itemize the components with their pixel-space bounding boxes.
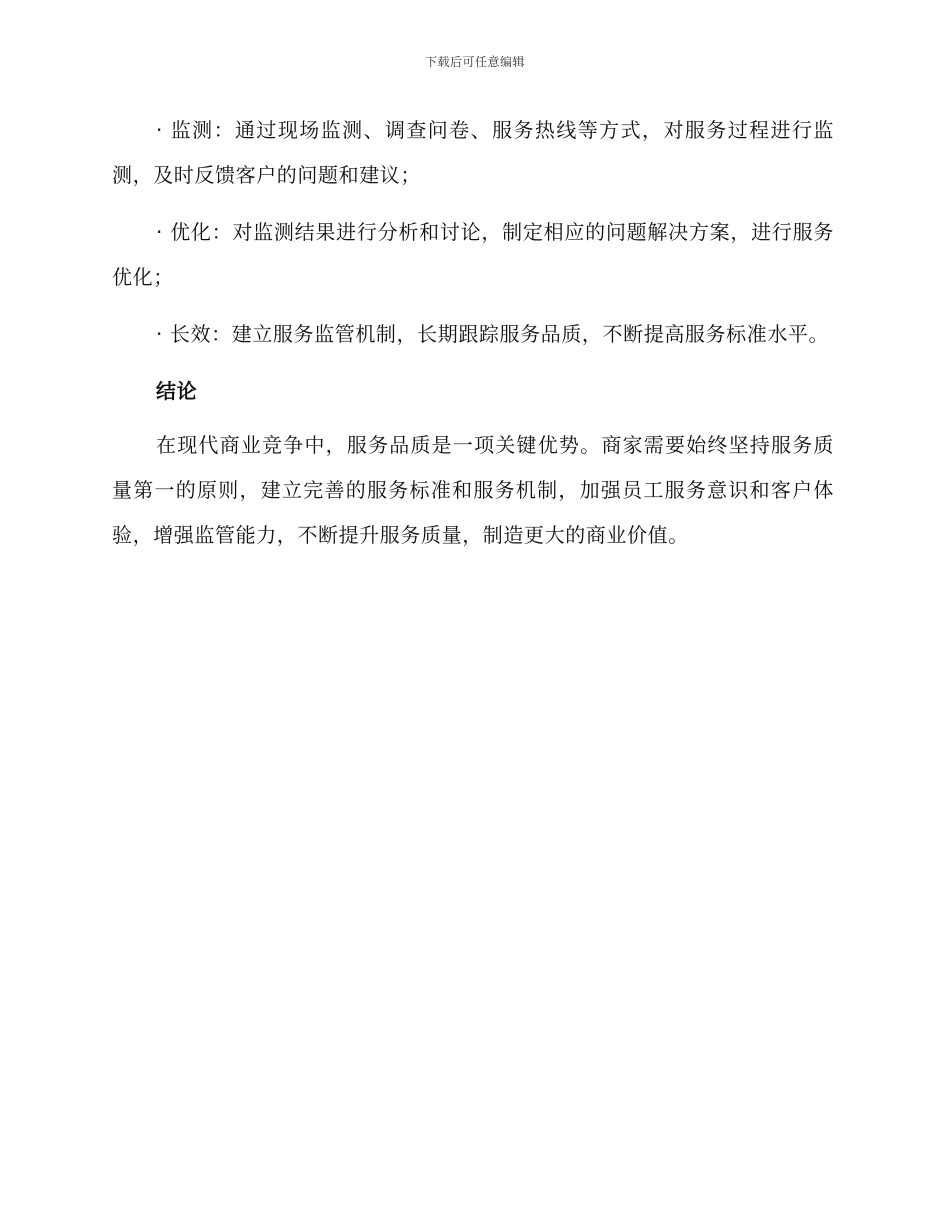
conclusion-heading: 结论 [156, 379, 198, 403]
document-body [112, 108, 834, 570]
page-header: 下载后可任意编辑 [424, 55, 525, 69]
bullet-paragraph-long-term: · 长效：建立服务监管机制，长期跟踪服务品质，不断提高服务标准水平。 [156, 322, 830, 346]
bullet-paragraph-monitoring: · 监测：通过现场监测、调查问卷、服务热线等方式，对服务过程进行监测，及时反馈客户的问题和建议； [112, 118, 834, 187]
conclusion-paragraph: 在现代商业竞争中，服务品质是一项关键优势。商家需要始终坚持服务质量第一的原则，建立完善的服务标准和服务机制，加强员工服务意识和客户体验，增强监管能力，不断提升服务质量，制造更大的商业价值。 [112, 433, 834, 547]
bullet-paragraph-optimization: · 优化：对监测结果进行分析和讨论，制定相应的问题解决方案，进行服务优化； [112, 220, 834, 289]
